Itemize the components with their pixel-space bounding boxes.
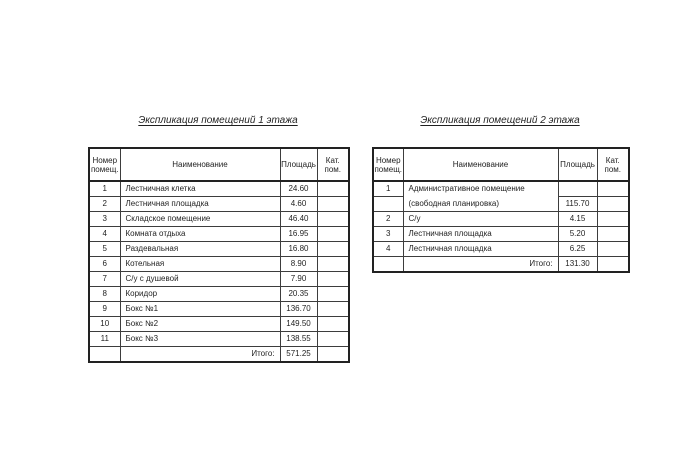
- cell-room-area: 136.70: [280, 302, 317, 317]
- cell-room-category: [597, 197, 629, 212]
- table-row: [89, 212, 349, 227]
- cell-room-area: [558, 181, 597, 197]
- cell-room-number: [373, 197, 403, 212]
- explication-table-floor1: [88, 147, 350, 363]
- header-room-name: Наименование: [120, 148, 280, 181]
- cell-room-number: 5: [89, 242, 120, 257]
- header-row: [373, 148, 629, 181]
- cell-room-area: 4.60: [280, 197, 317, 212]
- cell-room-area: 6.25: [558, 242, 597, 257]
- cell-room-area: 8.90: [280, 257, 317, 272]
- cell-room-name: Административное помещение: [403, 181, 558, 197]
- cell-room-area: 16.95: [280, 227, 317, 242]
- table-row: [89, 257, 349, 272]
- cell-room-area: 24.60: [280, 181, 317, 197]
- cell-room-area: 16.80: [280, 242, 317, 257]
- table-header: [373, 148, 629, 181]
- cell-room-name: Лестничная площадка: [403, 242, 558, 257]
- table-row: [89, 227, 349, 242]
- cell-room-name: С/у с душевой: [120, 272, 280, 287]
- cell-room-number: 7: [89, 272, 120, 287]
- cell-room-name: Лестничная площадка: [120, 197, 280, 212]
- table-body: [373, 181, 629, 272]
- cell-room-area: 115.70: [558, 197, 597, 212]
- cell-room-category: [597, 242, 629, 257]
- cell-room-number: 1: [89, 181, 120, 197]
- cell-room-area: 149.50: [280, 317, 317, 332]
- table-title-floor1: Экспликация помещений 1 этажа: [138, 115, 298, 126]
- explication-floor2: [372, 114, 628, 273]
- cell-room-number: 6: [89, 257, 120, 272]
- cell-room-area: 5.20: [558, 227, 597, 242]
- cell-room-number: 4: [89, 227, 120, 242]
- cell-room-name: Раздевальная: [120, 242, 280, 257]
- cell-room-name: Бокс №1: [120, 302, 280, 317]
- cell-room-category: [317, 197, 349, 212]
- cell-room-category: [317, 347, 349, 363]
- cell-room-category: [317, 212, 349, 227]
- explication-floor1: [88, 114, 348, 363]
- cell-room-number: 2: [373, 212, 403, 227]
- table-row: [89, 287, 349, 302]
- table-row: [373, 212, 629, 227]
- total-row: [89, 347, 349, 363]
- cell-room-number: 9: [89, 302, 120, 317]
- cell-room-area: 138.55: [280, 332, 317, 347]
- header-room-number: Номер помещ.: [89, 148, 120, 181]
- cell-room-area: 7.90: [280, 272, 317, 287]
- cell-room-category: [317, 227, 349, 242]
- table-row: [89, 197, 349, 212]
- cell-room-name: (свободная планировка): [403, 197, 558, 212]
- table-row: [89, 302, 349, 317]
- cell-room-category: [597, 257, 629, 273]
- header-room-area: Площадь: [280, 148, 317, 181]
- cell-room-name: С/у: [403, 212, 558, 227]
- table-row: [89, 181, 349, 197]
- cell-room-number: 8: [89, 287, 120, 302]
- table-header: [89, 148, 349, 181]
- total-label: Итого:: [120, 347, 280, 363]
- table-row: [373, 181, 629, 197]
- cell-room-number: 11: [89, 332, 120, 347]
- header-room-category: Кат. пом.: [597, 148, 629, 181]
- header-row: [89, 148, 349, 181]
- cell-room-category: [317, 287, 349, 302]
- cell-room-name: Лестничная площадка: [403, 227, 558, 242]
- cell-room-category: [317, 317, 349, 332]
- cell-room-number: 1: [373, 181, 403, 197]
- cell-room-area: 20.35: [280, 287, 317, 302]
- cell-room-number: [89, 347, 120, 363]
- total-row: [373, 257, 629, 273]
- cell-room-category: [317, 272, 349, 287]
- header-room-number: Номер помещ.: [373, 148, 403, 181]
- explication-table-floor2: [372, 147, 630, 273]
- table-title-floor2: Экспликация помещений 2 этажа: [420, 115, 580, 126]
- table-row: [89, 317, 349, 332]
- table-body: [89, 181, 349, 362]
- table-row: [89, 332, 349, 347]
- cell-room-name: Котельная: [120, 257, 280, 272]
- cell-room-category: [597, 227, 629, 242]
- cell-room-category: [317, 242, 349, 257]
- cell-room-name: Бокс №3: [120, 332, 280, 347]
- table-row: [89, 272, 349, 287]
- total-label: Итого:: [403, 257, 558, 273]
- total-area-value: 131.30: [558, 257, 597, 273]
- cell-room-number: 3: [89, 212, 120, 227]
- cell-room-category: [317, 332, 349, 347]
- cell-room-category: [317, 257, 349, 272]
- table-row: [373, 227, 629, 242]
- header-room-category: Кат. пом.: [317, 148, 349, 181]
- cell-room-category: [597, 212, 629, 227]
- cell-room-category: [317, 302, 349, 317]
- cell-room-category: [597, 181, 629, 197]
- cell-room-name: Лестничная клетка: [120, 181, 280, 197]
- cell-room-name: Складское помещение: [120, 212, 280, 227]
- table-row: [89, 242, 349, 257]
- cell-room-number: 2: [89, 197, 120, 212]
- cell-room-number: 3: [373, 227, 403, 242]
- total-area-value: 571.25: [280, 347, 317, 363]
- header-room-name: Наименование: [403, 148, 558, 181]
- header-room-area: Площадь: [558, 148, 597, 181]
- cell-room-area: 46.40: [280, 212, 317, 227]
- cell-room-name: Комната отдыха: [120, 227, 280, 242]
- cell-room-name: Коридор: [120, 287, 280, 302]
- cell-room-number: [373, 257, 403, 273]
- table-row: [373, 242, 629, 257]
- cell-room-number: 4: [373, 242, 403, 257]
- cell-room-number: 10: [89, 317, 120, 332]
- cell-room-area: 4.15: [558, 212, 597, 227]
- table-row: [373, 197, 629, 212]
- cell-room-category: [317, 181, 349, 197]
- cell-room-name: Бокс №2: [120, 317, 280, 332]
